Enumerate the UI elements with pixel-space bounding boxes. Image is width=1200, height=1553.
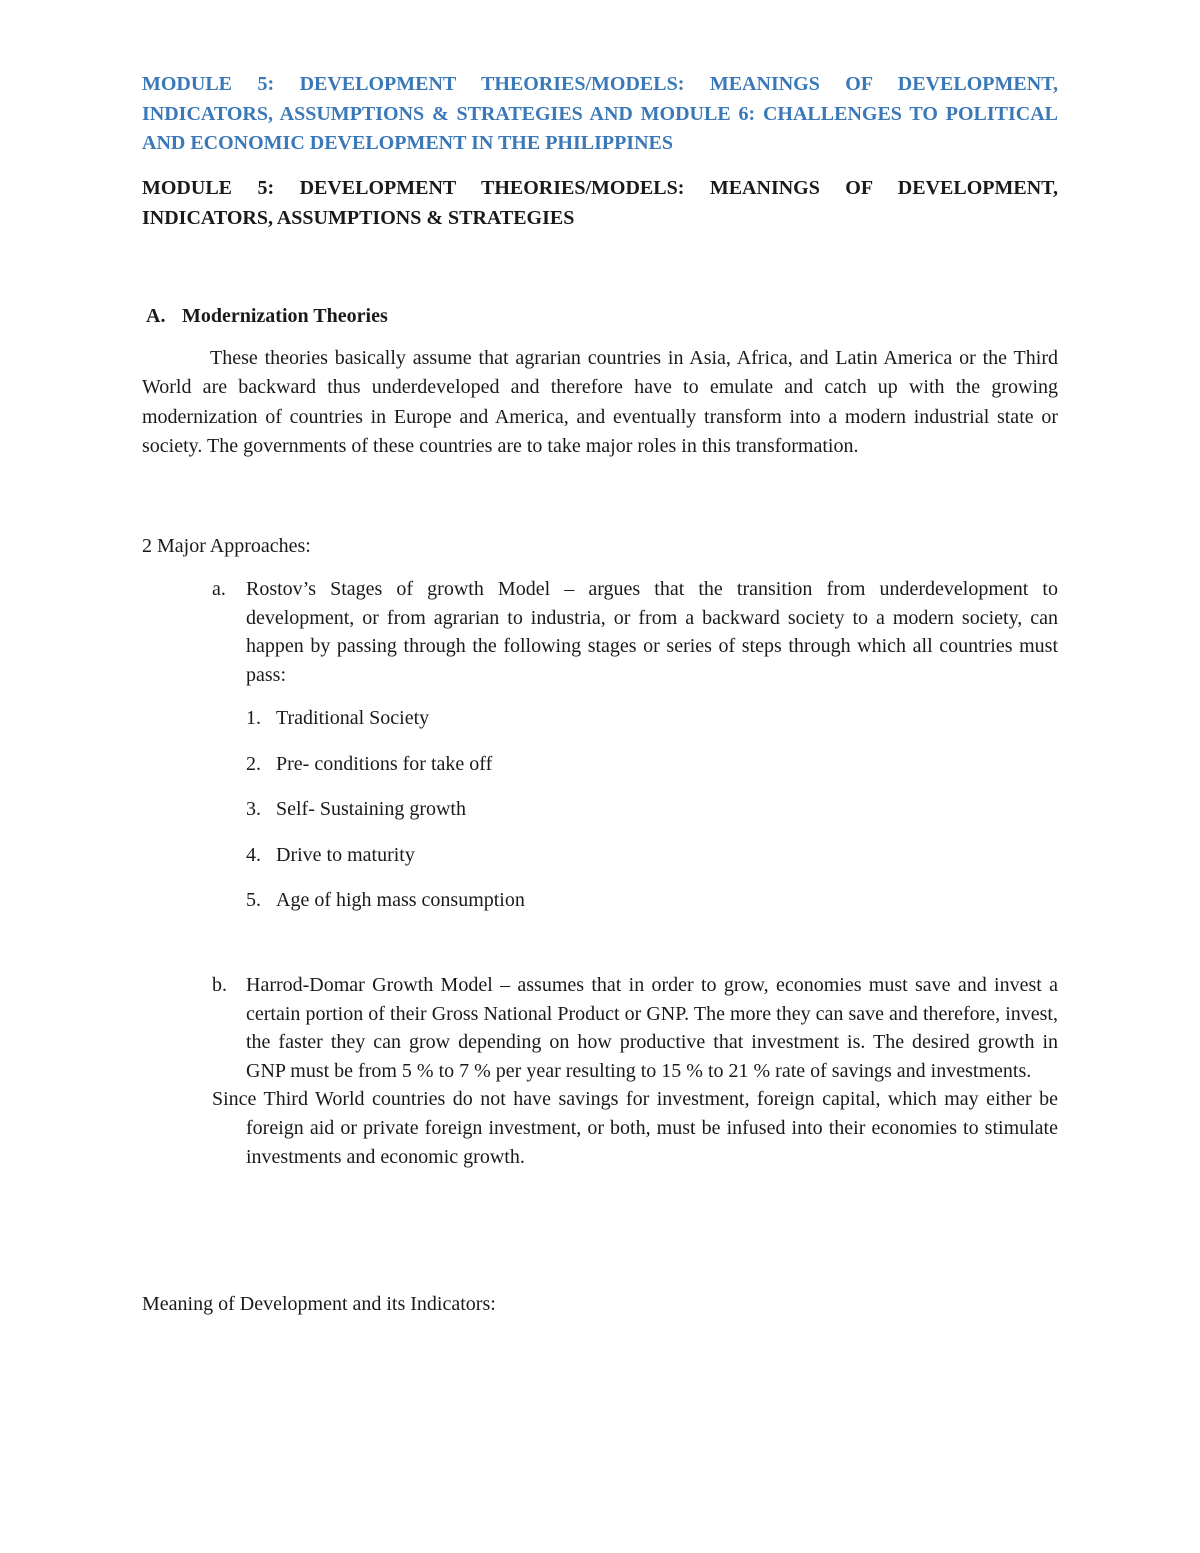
item-a-marker: a. bbox=[212, 578, 226, 600]
list-item bbox=[142, 749, 1058, 779]
list-item bbox=[142, 794, 1058, 824]
approach-item-b bbox=[142, 971, 1058, 1085]
major-approaches-heading: 2 Major Approaches: bbox=[142, 534, 311, 557]
list-item-number: 4. bbox=[246, 843, 261, 866]
section-a-heading bbox=[146, 301, 1058, 331]
item-b-text: Harrod-Domar Growth Model – assumes that in order to grow, economies must save and invest a certain portion of their Gross National Product or GNP. The more they can save and therefore, invest, the faster they can grow depending on how productive that investment is. The desired growth in GNP must be from 5 % to 7 % per year resulting to 15 % to 21 % rate of savings and investments. bbox=[246, 974, 1058, 1082]
list-item-number: 1. bbox=[246, 707, 261, 729]
list-item-number: 2. bbox=[246, 752, 261, 775]
list-item-number: 3. bbox=[246, 798, 261, 820]
item-a-text: Rostov’s Stages of growth Model – argues that the transition from underdevelopment to development, or from agrarian to industria, or from a backward society to a modern society, can happen by passing through the following stages or series of steps through which all countries must pass: bbox=[246, 578, 1058, 686]
list-item bbox=[142, 703, 1058, 733]
list-item-text: Age of high mass consumption bbox=[276, 889, 525, 911]
list-item-text: Traditional Society bbox=[276, 707, 430, 729]
document-page bbox=[142, 70, 1058, 1320]
item-b-marker: b. bbox=[212, 974, 227, 996]
list-item-text: Pre- conditions for take off bbox=[276, 752, 493, 775]
list-item-number: 5. bbox=[246, 889, 261, 911]
section-a-letter: A. bbox=[146, 304, 166, 327]
module-5-title: MODULE 5: DEVELOPMENT THEORIES/MODELS: MEANINGS OF DEVELOPMENT, INDICATORS, ASSUMPTIONS & STRATEGIES bbox=[142, 176, 1058, 229]
document-title-blue: MODULE 5: DEVELOPMENT THEORIES/MODELS: MEANINGS OF DEVELOPMENT, INDICATORS, ASSUMPTIONS & STRATEGIES AND MODULE 6: CHALLENGES TO POLITICAL AND ECONOMIC DEVELOPMENT IN THE PHILIPPINES bbox=[142, 73, 1058, 154]
rostov-stages-list bbox=[142, 703, 1058, 915]
list-item bbox=[142, 840, 1058, 870]
foreign-capital-paragraph: Since Third World countries do not have savings for investment, foreign capital, which may either be foreign aid or private foreign investment, or both, must be infused into their economies to stimulate investments and economic growth. bbox=[212, 1088, 1058, 1168]
section-a-title: Modernization Theories bbox=[182, 304, 388, 327]
list-item-text: Self- Sustaining growth bbox=[276, 798, 466, 820]
modernization-paragraph: These theories basically assume that agrarian countries in Asia, Africa, and Latin America or the Third World are backward thus underdeveloped and therefore have to emulate and catch up with the growing modernization of countries in Europe and America, and eventually transform into a modern industrial state or society. The governments of these countries are to take major roles in this transformation. bbox=[142, 346, 1058, 457]
approach-item-a bbox=[142, 575, 1058, 689]
list-item bbox=[142, 885, 1058, 915]
meaning-of-development-heading: Meaning of Development and its Indicators: bbox=[142, 1293, 496, 1315]
list-item-text: Drive to maturity bbox=[276, 843, 415, 866]
